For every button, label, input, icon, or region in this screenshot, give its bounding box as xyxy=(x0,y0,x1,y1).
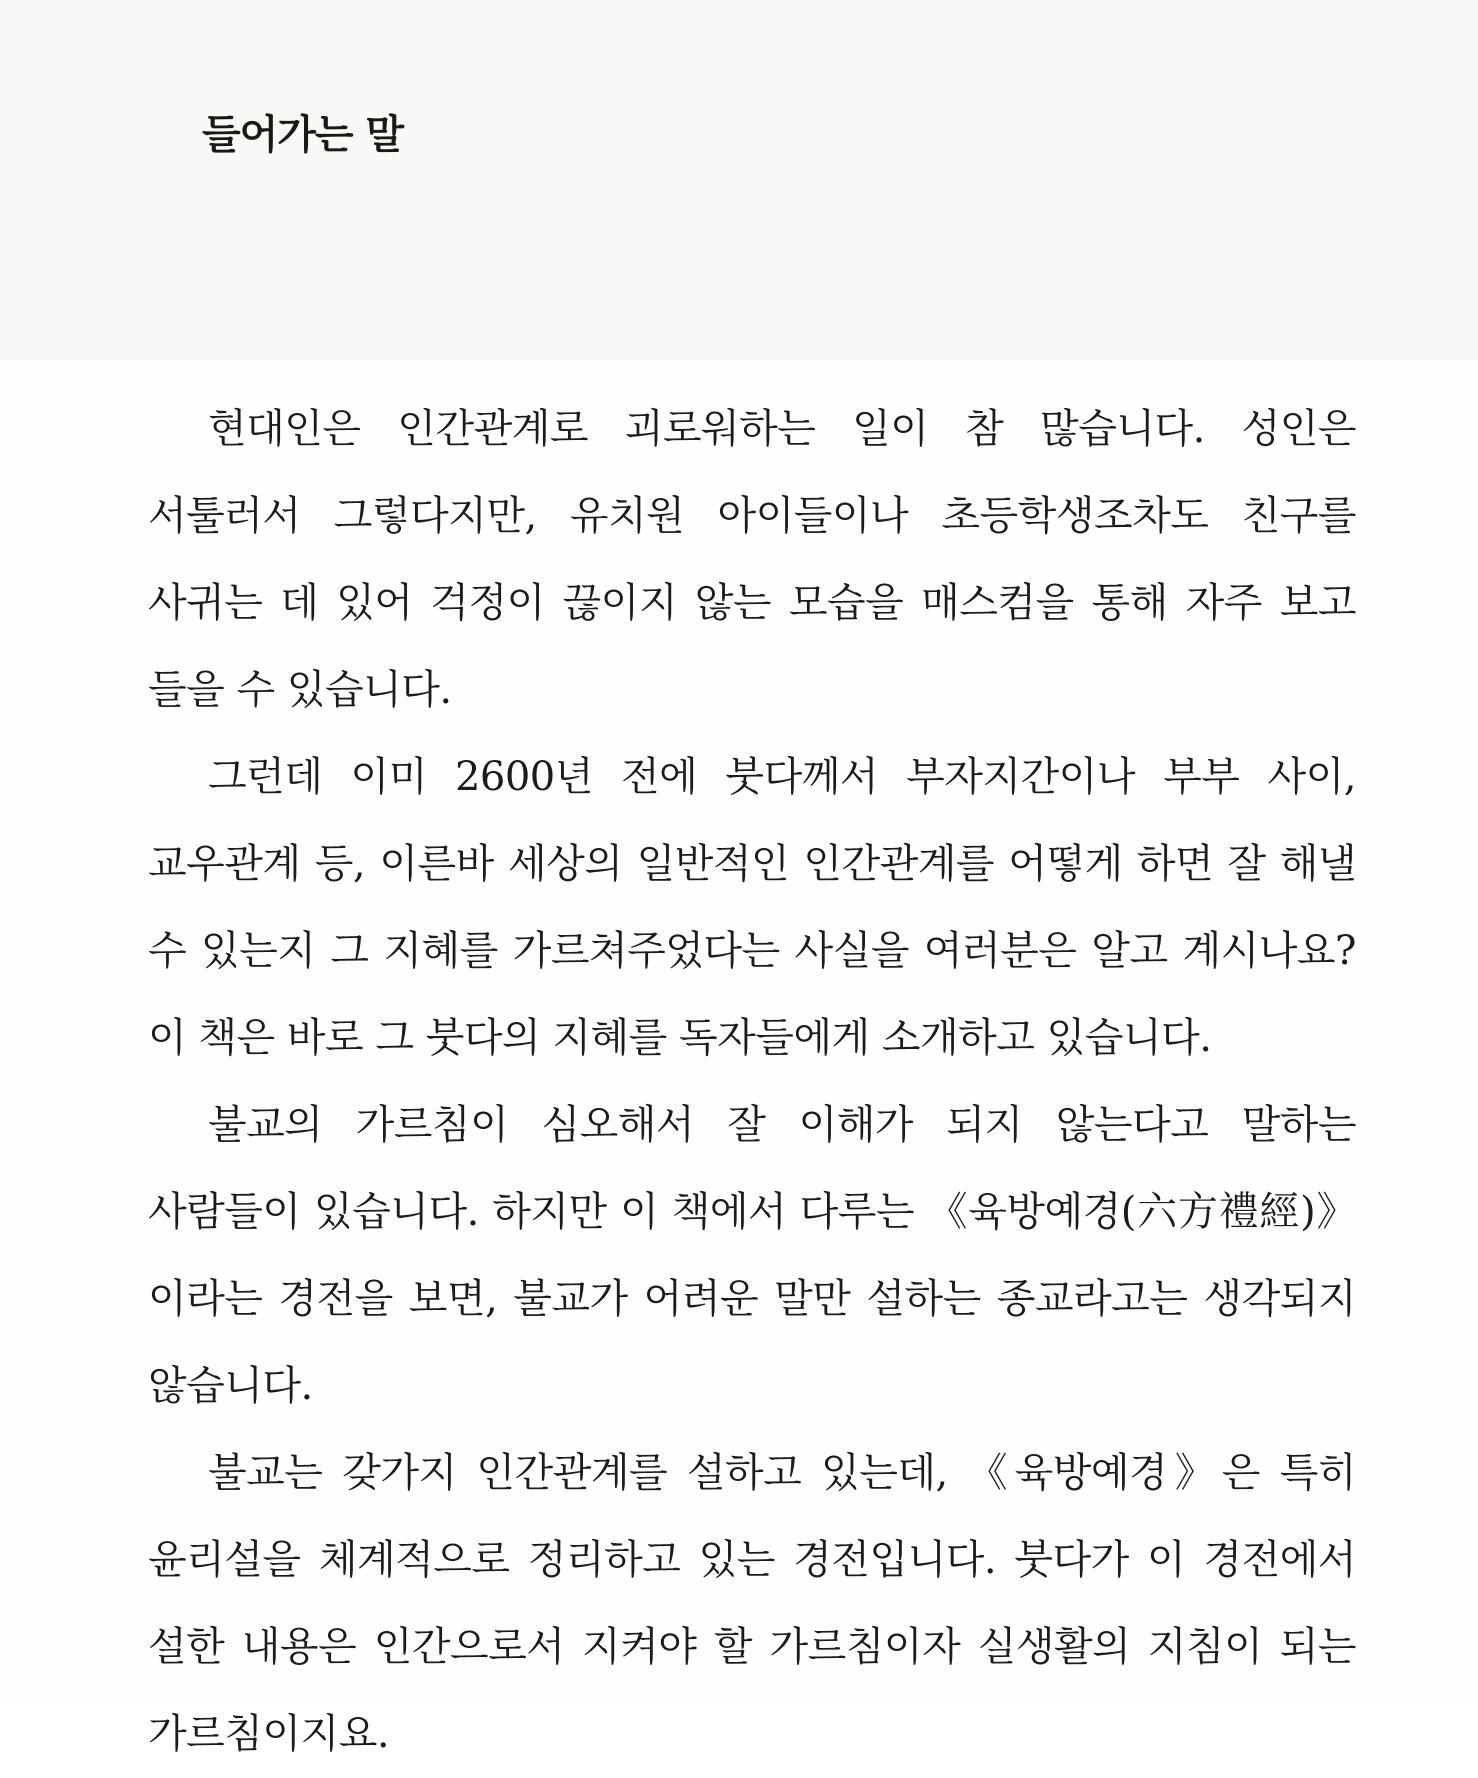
paragraph-2: 그런데 이미 2600년 전에 붓다께서 부자지간이나 부부 사이, 교우관계 등, 이른바 세상의 일반적인 인간관계를 어떻게 하면 잘 해낼 수 있는지 그 지혜를 가르쳐주었다는 사실을 여러분은 알고 계시나요? 이 책은 바로 그 붓다의 지혜를 독자들에게 소개하고 있습니다. xyxy=(148,754,1356,1061)
chapter-header-area xyxy=(0,0,1478,360)
body-text xyxy=(148,386,1356,1778)
chapter-title: 들어가는 말 xyxy=(202,112,404,158)
paragraph-3: 불교의 가르침이 심오해서 잘 이해가 되지 않는다고 말하는 사람들이 있습니다. 하지만 이 책에서 다루는 《육방예경(六方禮經)》이라는 경전을 보면, 불교가 어려운 말만 설하는 종교라고는 생각되지 않습니다. xyxy=(148,1102,1356,1409)
paragraph-4: 불교는 갖가지 인간관계를 설하고 있는데, 《육방예경》은 특히 윤리설을 체계적으로 정리하고 있는 경전입니다. 붓다가 이 경전에서 설한 내용은 인간으로서 지켜야 할 가르침이자 실생활의 지침이 되는 가르침이지요. xyxy=(148,1450,1356,1757)
paragraph-1: 현대인은 인간관계로 괴로워하는 일이 참 많습니다. 성인은 서툴러서 그렇다지만, 유치원 아이들이나 초등학생조차도 친구를 사귀는 데 있어 걱정이 끊이지 않는 모습을 매스컴을 통해 자주 보고 들을 수 있습니다. xyxy=(148,406,1356,713)
